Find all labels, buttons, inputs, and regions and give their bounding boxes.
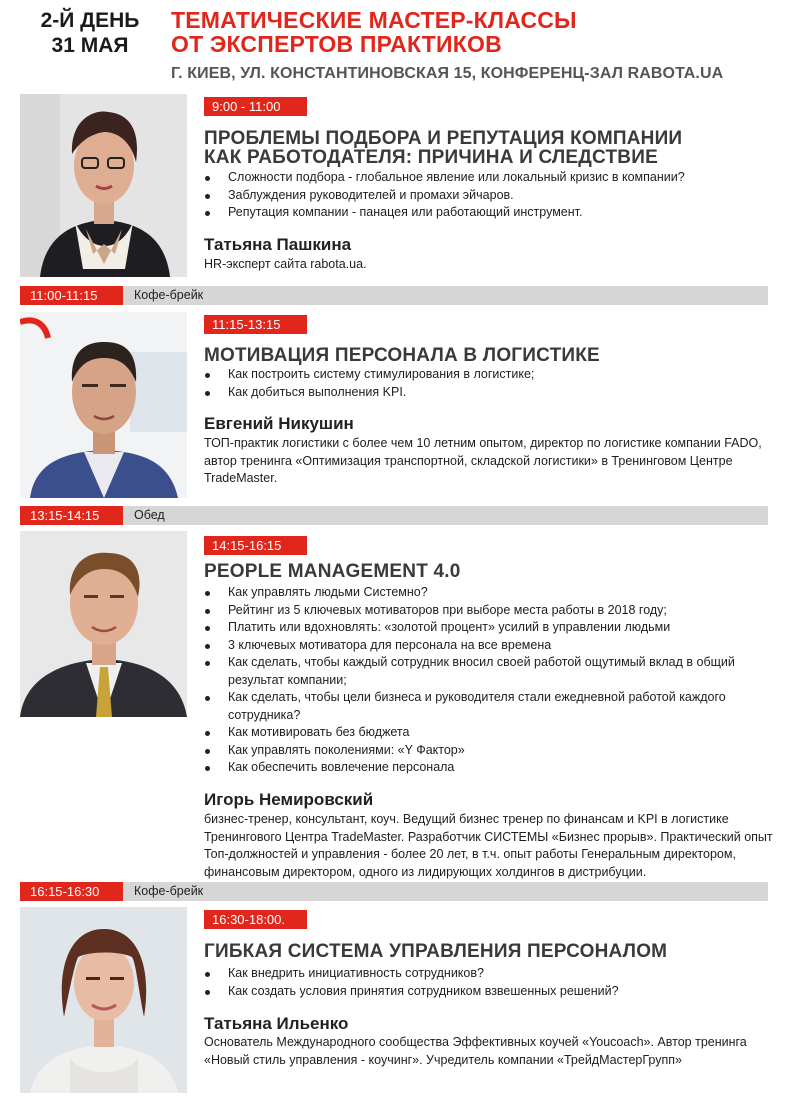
session-bullets-3 [204,584,779,777]
bullet-icon [205,373,210,378]
list-item-text: Как обеспечить вовлечение персонала [228,760,455,774]
session-time-1: 9:00 - 11:00 [204,97,307,116]
list-item-text: Платить или вдохновлять: «золотой процент» усилий в управлении людьми [228,620,671,634]
day-label: 2-Й ДЕНЬ [40,9,140,32]
session-title-1-line2: КАК РАБОТОДАТЕЛЯ: ПРИЧИНА И СЛЕДСТВИЕ [204,147,658,168]
bullet-icon [205,591,210,596]
session-time-4: 16:30-18:00. [204,910,307,929]
break-label-3: Кофе-брейк [134,884,204,898]
date-label: 31 МАЯ [51,34,129,57]
list-item [204,204,779,222]
session-time-3: 14:15-16:15 [204,536,307,555]
break-time-3: 16:15-16:30 [20,882,123,901]
session-title-2: МОТИВАЦИЯ ПЕРСОНАЛА В ЛОГИСТИКЕ [204,345,600,366]
page-title-line1: ТЕМАТИЧЕСКИЕ МАСТЕР-КЛАССЫ [171,7,577,33]
session-bullets-4 [204,965,779,1000]
break-row-2 [20,506,768,525]
session-time-2: 11:15-13:15 [204,315,307,334]
list-item [204,187,779,205]
list-item [204,742,779,760]
bullet-icon [205,211,210,216]
bullet-icon [205,766,210,771]
list-item [204,602,779,620]
list-item-text: Как добиться выполнения KPI. [228,384,407,399]
session-title-1 [204,129,784,167]
list-item-text: Рейтинг из 5 ключевых мотиваторов при выборе места работы в 2018 году; [228,602,667,617]
break-time-1: 11:00-11:15 [20,286,123,305]
bullet-icon [205,749,210,754]
speaker-name-2: Евгений Никушин [204,414,354,433]
list-item [204,169,779,187]
session-title-3: PEOPLE MANAGEMENT 4.0 [204,561,461,582]
bullet-icon [205,176,210,181]
session-bullets-1 [204,169,779,222]
bullet-icon [205,194,210,199]
bullet-icon [205,990,210,995]
list-item [204,584,779,602]
list-item-text: 3 ключевых мотиватора для персонала на все времена [228,637,552,652]
list-item [204,619,779,637]
session-title-1-line1: ПРОБЛЕМЫ ПОДБОРА И РЕПУТАЦИЯ КОМПАНИИ [204,128,683,149]
list-item-text: Как управлять людьми Системно? [228,585,428,599]
speaker-bio-4: Основатель Международного сообщества Эффективных коучей «Youcoach». Автор тренинга «Новый стиль управления - коучинг». Учредитель компании «ТрейдМастерГрупп» [204,1035,747,1067]
bullet-icon [205,609,210,614]
list-item-text: Как управлять поколениями: «Y Фактор» [228,742,465,757]
session-bullets-2 [204,366,779,401]
list-item-text: Заблуждения руководителей и промахи эйчаров. [228,187,514,202]
list-item-text: Как построить систему стимулирования в логистике; [228,367,535,381]
list-item-text: Сложности подбора - глобальное явление или локальный кризис в компании? [228,170,685,184]
speaker-photo-ilyenko [20,907,187,1093]
list-item-text: Как внедрить инициативность сотрудников? [228,966,484,980]
list-item-text: Как создать условия принятия сотрудником взвешенных решений? [228,983,619,998]
break-label-2: Обед [134,508,165,522]
bullet-icon [205,391,210,396]
list-item-text: Как сделать, чтобы каждый сотрудник вносил своей работой ощутимый вклад в общий результат компании; [228,655,735,687]
list-item [204,759,779,777]
speaker-name-1: Татьяна Пашкина [204,235,352,254]
speaker-photo-nemirovsky [20,531,187,717]
list-item-text: Как сделать, чтобы цели бизнеса и руководителя стали ежедневной работой каждого сотрудника? [228,690,726,722]
bullet-icon [205,696,210,701]
bullet-icon [205,661,210,666]
break-row-1 [20,286,768,305]
page-title [171,8,791,56]
day-date [20,8,160,58]
list-item [204,983,779,1001]
break-time-2: 13:15-14:15 [20,506,123,525]
list-item [204,654,779,689]
list-item [204,965,779,983]
speaker-bio-3: бизнес-тренер, консультант, коуч. Ведущий бизнес тренер по финансам и KPI в логистике Тренингового Центра TradeMaster. Разработчик СИСТЕМЫ «Бизнес прорыв». Практический опыт Топ-должностей и управления - более 20 лет, в т.ч. опыт работы Генеральным директором, финансовым директором, одного из лидирующих холдингов в дистрибуции. [204,812,773,879]
list-item [204,366,779,384]
bullet-icon [205,731,210,736]
bullet-icon [205,972,210,977]
list-item [204,637,779,655]
speaker-name-3: Игорь Немировский [204,790,374,809]
list-item [204,384,779,402]
bullet-icon [205,644,210,649]
break-label-1: Кофе-брейк [134,288,204,302]
speaker-name-4: Татьяна Ильенко [204,1014,349,1033]
page-title-line2: ОТ ЭКСПЕРТОВ ПРАКТИКОВ [171,31,502,57]
speaker-photo-pashkina [20,94,187,277]
list-item [204,689,779,724]
speaker-bio-1: HR-эксперт сайта rabota.ua. [204,257,367,271]
break-row-3 [20,882,768,901]
list-item-text: Репутация компании - панацея или работающий инструмент. [228,205,583,219]
list-item [204,724,779,742]
bullet-icon [205,626,210,631]
list-item-text: Как мотивировать без бюджета [228,725,410,739]
venue-address: Г. КИЕВ, УЛ. КОНСТАНТИНОВСКАЯ 15, КОНФЕРЕНЦ-ЗАЛ RABOTA.UA [171,65,724,82]
speaker-bio-2: ТОП-практик логистики с более чем 10 летним опытом, директор по логистике компании FADO, автор тренинга «Оптимизация транспортной, складской логистики» в Тренинговом Центре TradeMaster. [204,436,762,485]
speaker-photo-nikushin [20,312,187,498]
session-title-4: ГИБКАЯ СИСТЕМА УПРАВЛЕНИЯ ПЕРСОНАЛОМ [204,941,668,962]
